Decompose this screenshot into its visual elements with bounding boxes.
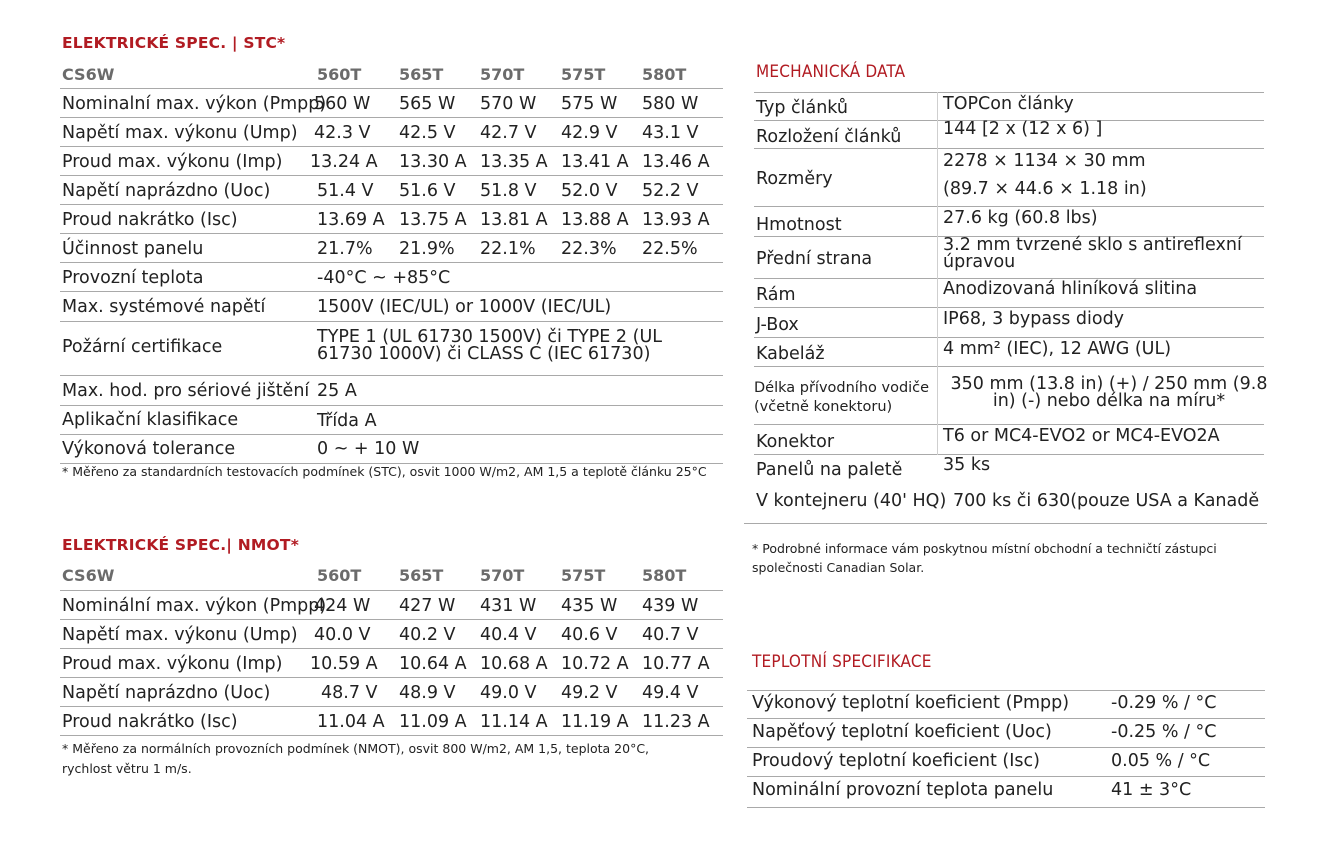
row-value: 27.6 kg (60.8 lbs)	[943, 208, 1098, 228]
table-row	[60, 234, 723, 263]
row-label: Aplikační klasifikace	[62, 410, 239, 430]
row-label: Napěťový teplotní koeficient (Uoc)	[752, 722, 1052, 742]
stc-title: ELEKTRICKÉ SPEC. | STC*	[62, 34, 286, 52]
table-row	[747, 719, 1265, 748]
table-row	[754, 237, 1264, 279]
row-value: Anodizovaná hliníková slitina	[943, 279, 1198, 299]
row-value: 560 W	[314, 94, 371, 114]
row-value: 22.5%	[642, 239, 698, 259]
row-value: 13.24 A	[310, 152, 378, 172]
row-value: 40.0 V	[314, 625, 371, 645]
row-value: 13.35 A	[480, 152, 548, 172]
temp-title: TEPLOTNÍ SPECIFIKACE	[752, 652, 932, 672]
table-row	[60, 263, 723, 292]
table-row	[60, 176, 723, 205]
row-value: 40.6 V	[561, 625, 618, 645]
stc-header-560t: 560T	[317, 65, 362, 84]
row-value: 10.77 A	[642, 654, 710, 674]
row-value: 25 A	[317, 381, 357, 401]
row-value: TYPE 1 (UL 61730 1500V) či TYPE 2 (UL 61730 1000V) či CLASS C (IEC 61730)	[317, 327, 663, 364]
row-value: 40.7 V	[642, 625, 699, 645]
row-label: Přední strana	[756, 249, 873, 269]
row-value: 51.4 V	[317, 181, 374, 201]
row-value: IP68, 3 bypass diody	[943, 309, 1125, 329]
row-value: 48.7 V	[321, 683, 378, 703]
row-label: Panelů na paletě	[756, 460, 903, 480]
stc-header-model: CS6W	[62, 65, 115, 84]
row-value: -40°C ~ +85°C	[317, 268, 451, 288]
temp-table	[747, 690, 1265, 810]
stc-header-575t: 575T	[561, 65, 606, 84]
nmot-header-575t: 575T	[561, 566, 606, 585]
table-row	[60, 620, 723, 649]
row-value: 40.4 V	[480, 625, 537, 645]
row-value: 22.3%	[561, 239, 617, 259]
row-value: 427 W	[399, 596, 456, 616]
row-value: 4 mm² (IEC), 12 AWG (UL)	[943, 339, 1172, 359]
row-label: Proud max. výkonu (Imp)	[62, 152, 283, 172]
row-value: 570 W	[480, 94, 537, 114]
row-label: Max. hod. pro sériové jištění	[62, 381, 310, 401]
table-row	[754, 308, 1264, 338]
row-value: 144 [2 x (12 x 6) ]	[943, 119, 1103, 139]
row-value: 51.8 V	[480, 181, 537, 201]
nmot-header-row	[60, 561, 723, 591]
row-value: 13.75 A	[399, 210, 467, 230]
nmot-title: ELEKTRICKÉ SPEC.| NMOT*	[62, 536, 299, 554]
row-value: 0.05 % / °C	[1111, 751, 1211, 771]
table-row	[60, 435, 723, 464]
row-label: Výkonová tolerance	[62, 439, 236, 459]
row-value: 439 W	[642, 596, 699, 616]
row-label: Max. systémové napětí	[62, 297, 266, 317]
row-value: 3.2 mm tvrzené sklo s antireflexní úpravou	[943, 235, 1242, 272]
row-label: Napětí naprázdno (Uoc)	[62, 683, 271, 703]
row-value: 49.0 V	[480, 683, 537, 703]
stc-header-580t: 580T	[642, 65, 687, 84]
stc-footnote: * Měřeno za standardních testovacích podmínek (STC), osvit 1000 W/m2, AM 1,5 a teplotě článku 25°C	[62, 464, 707, 479]
row-value: (89.7 × 44.6 × 1.18 in)	[943, 179, 1147, 199]
row-value: 700 ks či 630(pouze USA a Kanadě	[953, 491, 1260, 511]
table-row	[747, 690, 1265, 719]
row-value: 11.14 A	[480, 712, 548, 732]
table-row	[754, 207, 1264, 237]
row-value: 580 W	[642, 94, 699, 114]
row-label: Rám	[756, 285, 796, 305]
nmot-table	[60, 561, 723, 737]
stc-table	[60, 60, 723, 460]
table-row	[60, 376, 723, 406]
row-value: 49.4 V	[642, 683, 699, 703]
row-value: 42.9 V	[561, 123, 618, 143]
row-label: Nominalní max. výkon (Pmpp)	[62, 94, 327, 114]
table-row	[60, 205, 723, 234]
table-row	[60, 406, 723, 435]
row-label: Požární certifikace	[62, 337, 223, 357]
table-row	[754, 279, 1264, 308]
row-value: 21.7%	[317, 239, 373, 259]
table-row	[60, 118, 723, 147]
row-value: 13.69 A	[317, 210, 385, 230]
table-row	[60, 678, 723, 707]
row-value: -0.25 % / °C	[1111, 722, 1217, 742]
row-label: Proud max. výkonu (Imp)	[62, 654, 283, 674]
row-value: 21.9%	[399, 239, 455, 259]
row-label: Provozní teplota	[62, 268, 204, 288]
table-row	[754, 149, 1264, 207]
row-label: Nominální provozní teplota panelu	[752, 780, 1054, 800]
nmot-header-560t: 560T	[317, 566, 362, 585]
row-value: 42.5 V	[399, 123, 456, 143]
row-value: 350 mm (13.8 in) (+) / 250 mm (9.8 in) (-) nebo délka na míru*	[950, 374, 1268, 411]
row-value: Třída A	[317, 411, 377, 431]
stc-header-row	[60, 60, 723, 89]
row-value: 1500V (IEC/UL) or 1000V (IEC/UL)	[317, 297, 612, 317]
row-value: -0.29 % / °C	[1111, 693, 1217, 713]
row-value: 51.6 V	[399, 181, 456, 201]
table-row	[60, 89, 723, 118]
table-row	[754, 483, 1264, 523]
nmot-header-565t: 565T	[399, 566, 444, 585]
row-value: 41 ± 3°C	[1111, 780, 1192, 800]
row-label: Konektor	[756, 432, 835, 452]
row-value: 10.72 A	[561, 654, 629, 674]
row-value: 424 W	[314, 596, 371, 616]
row-value: 0 ~ + 10 W	[317, 439, 420, 459]
row-label: Napětí max. výkonu (Ump)	[62, 625, 298, 645]
mech-table	[754, 92, 1268, 524]
row-value: 565 W	[399, 94, 456, 114]
row-value: 43.1 V	[642, 123, 699, 143]
row-label: Hmotnost	[756, 215, 842, 235]
table-row	[754, 367, 1268, 425]
table-row	[754, 455, 1264, 483]
row-value: 13.41 A	[561, 152, 629, 172]
table-row	[754, 121, 1264, 149]
table-row	[754, 338, 1264, 367]
row-value: 575 W	[561, 94, 618, 114]
table-row	[754, 425, 1264, 455]
table-row	[754, 92, 1264, 121]
row-value: 49.2 V	[561, 683, 618, 703]
row-label: Nominální max. výkon (Pmpp)	[62, 596, 327, 616]
row-value: 2278 × 1134 × 30 mm	[943, 151, 1146, 171]
row-value: 11.23 A	[642, 712, 710, 732]
nmot-header-model: CS6W	[62, 566, 115, 585]
nmot-header-580t: 580T	[642, 566, 687, 585]
row-label: Proud nakrátko (Isc)	[62, 210, 238, 230]
table-row	[60, 649, 723, 678]
row-label: Proudový teplotní koeficient (Isc)	[752, 751, 1040, 771]
row-label: Typ článků	[756, 98, 848, 118]
row-value: 435 W	[561, 596, 618, 616]
row-value: T6 or MC4-EVO2 or MC4-EVO2A	[943, 426, 1220, 446]
row-value: TOPCon články	[943, 94, 1074, 114]
row-label: Rozměry	[756, 169, 833, 189]
row-value: 42.3 V	[314, 123, 371, 143]
row-value: 10.64 A	[399, 654, 467, 674]
row-value: 52.2 V	[642, 181, 699, 201]
row-value: 10.68 A	[480, 654, 548, 674]
row-label: Výkonový teplotní koeficient (Pmpp)	[752, 693, 1070, 713]
row-value: 22.1%	[480, 239, 536, 259]
row-value: 11.19 A	[561, 712, 629, 732]
table-row	[60, 147, 723, 176]
table-row	[747, 777, 1265, 808]
table-row	[60, 322, 723, 376]
row-label: V kontejneru (40' HQ)	[756, 491, 947, 511]
row-value: 52.0 V	[561, 181, 618, 201]
row-value: 42.7 V	[480, 123, 537, 143]
row-label: Napětí max. výkonu (Ump)	[62, 123, 298, 143]
mech-footnote: * Podrobné informace vám poskytnou místní obchodní a techničtí zástupci společnosti Canadian Solar.	[752, 541, 1217, 575]
table-row	[60, 591, 723, 620]
row-value: 48.9 V	[399, 683, 456, 703]
mech-title: MECHANICKÁ DATA	[756, 62, 906, 82]
row-label: Proud nakrátko (Isc)	[62, 712, 238, 732]
nmot-header-570t: 570T	[480, 566, 525, 585]
row-value: 431 W	[480, 596, 537, 616]
row-value: 11.09 A	[399, 712, 467, 732]
table-row	[60, 707, 723, 736]
row-value: 40.2 V	[399, 625, 456, 645]
stc-header-565t: 565T	[399, 65, 444, 84]
row-value: 13.30 A	[399, 152, 467, 172]
row-value: 10.59 A	[310, 654, 378, 674]
nmot-footnote: * Měřeno za normálních provozních podmínek (NMOT), osvit 800 W/m2, AM 1,5, teplota 20°C, rychlost větru 1 m/s.	[62, 741, 650, 776]
stc-header-570t: 570T	[480, 65, 525, 84]
row-value: 35 ks	[943, 455, 991, 475]
row-label: Délka přívodního vodiče (včetně konektoru)	[754, 380, 930, 415]
table-row	[60, 292, 723, 322]
row-value: 11.04 A	[317, 712, 385, 732]
row-label: Kabeláž	[756, 344, 825, 364]
row-value: 13.88 A	[561, 210, 629, 230]
row-value: 13.81 A	[480, 210, 548, 230]
row-label: J-Box	[756, 315, 799, 335]
row-label: Účinnost panelu	[62, 239, 204, 259]
table-row	[747, 748, 1265, 777]
row-value: 13.46 A	[642, 152, 710, 172]
row-label: Rozložení článků	[756, 127, 902, 147]
row-label: Napětí naprázdno (Uoc)	[62, 181, 271, 201]
row-value: 13.93 A	[642, 210, 710, 230]
